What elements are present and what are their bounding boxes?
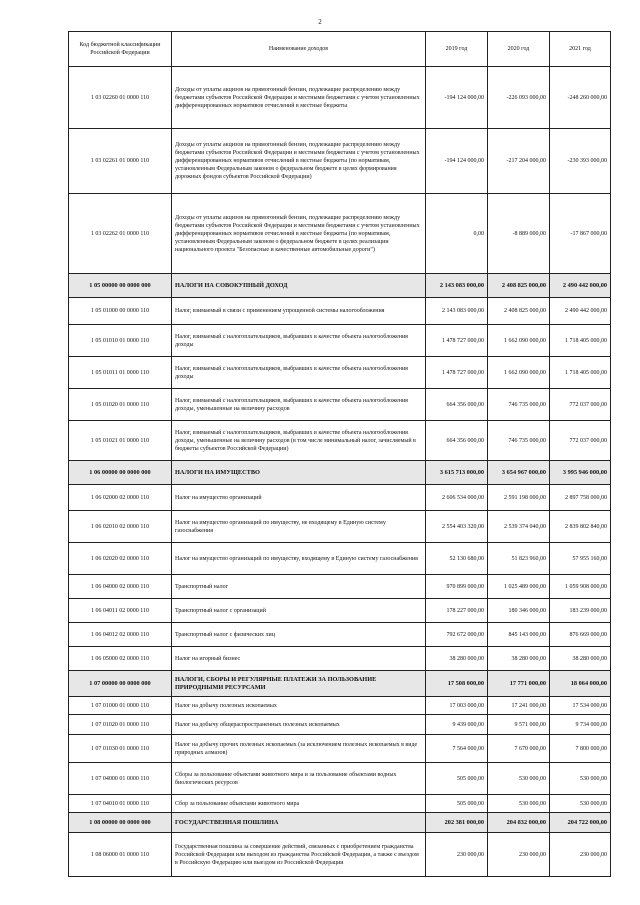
name-cell: Налог на имущество организаций по имуществу, входящему в Единую систему газоснабжения <box>172 543 426 575</box>
table-row <box>69 763 611 795</box>
code-cell: 1 06 04011 02 0000 110 <box>69 599 172 623</box>
value-2019-cell: 2 554 403 320,00 <box>426 511 488 543</box>
table-row <box>69 647 611 671</box>
code-cell: 1 05 01021 01 0000 110 <box>69 421 172 461</box>
value-2020-cell: 180 346 000,00 <box>488 599 550 623</box>
table-row <box>69 833 611 877</box>
value-2020-cell: 746 735 000,00 <box>488 421 550 461</box>
section-row <box>69 671 611 697</box>
code-cell: 1 08 06000 01 0000 110 <box>69 833 172 877</box>
value-2021-cell: 38 280 000,00 <box>550 647 611 671</box>
value-2019-cell: 230 000,00 <box>426 833 488 877</box>
header-2021: 2021 год <box>550 32 611 67</box>
code-cell: 1 06 04000 02 0000 110 <box>69 575 172 599</box>
value-2021-cell: 230 000,00 <box>550 833 611 877</box>
value-2019-cell: -194 124 000,00 <box>426 129 488 194</box>
table-row <box>69 194 611 274</box>
name-cell: НАЛОГИ НА СОВОКУПНЫЙ ДОХОД <box>172 274 426 298</box>
value-2020-cell: -217 204 000,00 <box>488 129 550 194</box>
name-cell: Налог на имущество организаций <box>172 485 426 511</box>
value-2020-cell: 1 025 489 000,00 <box>488 575 550 599</box>
value-2019-cell: 664 356 000,00 <box>426 421 488 461</box>
value-2020-cell: 17 771 000,00 <box>488 671 550 697</box>
value-2019-cell: 505 000,00 <box>426 763 488 795</box>
value-2021-cell: 1 718 405 000,00 <box>550 357 611 389</box>
table-header-row <box>69 32 611 67</box>
name-cell: Доходы от уплаты акцизов на прямогонный бензин, подлежащие распределению между бюджетами субъектов Российской Федерации и местными бюджетами с учетом установленных дифференцированных нормативов отчислений в местные бюджеты (по нормативам, установленным Федеральным законом о федеральном бюджете в целях реализации национального проекта "Безопасные и качественные автомобильные дороги") <box>172 194 426 274</box>
code-cell: 1 06 05000 02 0000 110 <box>69 647 172 671</box>
section-row <box>69 461 611 485</box>
table-row <box>69 485 611 511</box>
value-2020-cell: 51 823 960,00 <box>488 543 550 575</box>
table-row <box>69 575 611 599</box>
value-2020-cell: 2 591 198 000,00 <box>488 485 550 511</box>
code-cell: 1 03 02260 01 0000 110 <box>69 67 172 129</box>
value-2019-cell: 38 280 000,00 <box>426 647 488 671</box>
value-2021-cell: 2 897 758 000,00 <box>550 485 611 511</box>
value-2021-cell: 1 059 908 000,00 <box>550 575 611 599</box>
value-2021-cell: -17 867 000,00 <box>550 194 611 274</box>
value-2019-cell: 2 143 083 000,00 <box>426 298 488 325</box>
value-2021-cell: 183 239 000,00 <box>550 599 611 623</box>
value-2020-cell: 2 408 825 000,00 <box>488 274 550 298</box>
code-cell: 1 03 02262 01 0000 110 <box>69 194 172 274</box>
code-cell: 1 08 00000 00 0000 000 <box>69 813 172 833</box>
name-cell: Налог на добычу общераспространенных полезных ископаемых <box>172 715 426 735</box>
code-cell: 1 03 02261 01 0000 110 <box>69 129 172 194</box>
value-2020-cell: 7 670 000,00 <box>488 735 550 763</box>
name-cell: Транспортный налог с физических лиц <box>172 623 426 647</box>
code-cell: 1 05 01000 00 0000 110 <box>69 298 172 325</box>
page-number: 2 <box>318 18 322 26</box>
code-cell: 1 07 01000 01 0000 110 <box>69 697 172 715</box>
table-row <box>69 735 611 763</box>
table-row <box>69 357 611 389</box>
value-2019-cell: -194 124 000,00 <box>426 67 488 129</box>
name-cell: Налог, взимаемый с налогоплательщиков, выбравших в качестве объекта налогообложения доходы <box>172 325 426 357</box>
value-2021-cell: -248 260 000,00 <box>550 67 611 129</box>
code-cell: 1 06 04012 02 0000 110 <box>69 623 172 647</box>
value-2019-cell: 2 143 083 000,00 <box>426 274 488 298</box>
header-2019: 2019 год <box>426 32 488 67</box>
code-cell: 1 07 00000 00 0000 000 <box>69 671 172 697</box>
value-2021-cell: 204 722 000,00 <box>550 813 611 833</box>
value-2020-cell: 530 000,00 <box>488 795 550 813</box>
name-cell: Сборы за пользование объектами животного мира и за пользование объектами водных биологических ресурсов <box>172 763 426 795</box>
name-cell: Налог на добычу полезных ископаемых <box>172 697 426 715</box>
name-cell: Налог на добычу прочих полезных ископаемых (за исключением полезных ископаемых в виде природных алмазов) <box>172 735 426 763</box>
value-2019-cell: 664 356 000,00 <box>426 389 488 421</box>
value-2020-cell: 38 280 000,00 <box>488 647 550 671</box>
code-cell: 1 05 01020 01 0000 110 <box>69 389 172 421</box>
header-code: Код бюджетной классификации Российской Федерации <box>69 32 172 67</box>
name-cell: Транспортный налог с организаций <box>172 599 426 623</box>
value-2021-cell: 530 000,00 <box>550 795 611 813</box>
value-2019-cell: 792 672 000,00 <box>426 623 488 647</box>
code-cell: 1 06 02020 02 0000 110 <box>69 543 172 575</box>
code-cell: 1 07 01030 01 0000 110 <box>69 735 172 763</box>
value-2019-cell: 7 564 000,00 <box>426 735 488 763</box>
value-2020-cell: -226 093 000,00 <box>488 67 550 129</box>
value-2021-cell: 1 718 405 000,00 <box>550 325 611 357</box>
value-2019-cell: 17 508 000,00 <box>426 671 488 697</box>
code-cell: 1 05 01011 01 0000 110 <box>69 357 172 389</box>
value-2021-cell: 530 000,00 <box>550 763 611 795</box>
name-cell: Налог, взимаемый с налогоплательщиков, выбравших в качестве объекта налогообложения доходы, уменьшенные на величину расходов <box>172 389 426 421</box>
section-row <box>69 274 611 298</box>
value-2021-cell: 17 534 000,00 <box>550 697 611 715</box>
table-row <box>69 697 611 715</box>
value-2019-cell: 202 381 000,00 <box>426 813 488 833</box>
value-2020-cell: 230 000,00 <box>488 833 550 877</box>
code-cell: 1 06 02010 02 0000 110 <box>69 511 172 543</box>
value-2020-cell: 1 662 090 000,00 <box>488 325 550 357</box>
table-row <box>69 67 611 129</box>
table-row <box>69 298 611 325</box>
value-2019-cell: 178 227 000,00 <box>426 599 488 623</box>
name-cell: Государственная пошлина за совершение действий, связанных с приобретением гражданства Российской Федерации или выходом из гражданства Российской Федерации, а также с въездом в Российскую Федерацию или выездом из Российской Федерации <box>172 833 426 877</box>
value-2021-cell: 2 839 802 840,00 <box>550 511 611 543</box>
value-2019-cell: 1 478 727 000,00 <box>426 357 488 389</box>
value-2019-cell: 3 615 713 000,00 <box>426 461 488 485</box>
table-row <box>69 129 611 194</box>
value-2020-cell: 530 000,00 <box>488 763 550 795</box>
value-2019-cell: 17 003 000,00 <box>426 697 488 715</box>
table-row <box>69 325 611 357</box>
name-cell: Транспортный налог <box>172 575 426 599</box>
table-row <box>69 421 611 461</box>
table-row <box>69 543 611 575</box>
value-2021-cell: 772 037 000,00 <box>550 421 611 461</box>
code-cell: 1 07 04010 01 0000 110 <box>69 795 172 813</box>
value-2020-cell: -8 889 000,00 <box>488 194 550 274</box>
header-name: Наименование доходов <box>172 32 426 67</box>
code-cell: 1 06 00000 00 0000 000 <box>69 461 172 485</box>
code-cell: 1 07 01020 01 0000 110 <box>69 715 172 735</box>
revenue-table <box>68 31 611 877</box>
value-2021-cell: 57 955 160,00 <box>550 543 611 575</box>
value-2021-cell: 2 490 442 000,00 <box>550 298 611 325</box>
value-2020-cell: 2 539 374 040,00 <box>488 511 550 543</box>
table-row <box>69 795 611 813</box>
section-row <box>69 813 611 833</box>
name-cell: Доходы от уплаты акцизов на прямогонный бензин, подлежащие распределению между бюджетами субъектов Российской Федерации и местными бюджетами с учетом установленных дифференцированных нормативов отчислений в местные бюджеты <box>172 67 426 129</box>
value-2020-cell: 17 241 000,00 <box>488 697 550 715</box>
table-row <box>69 599 611 623</box>
code-cell: 1 06 02000 02 0000 110 <box>69 485 172 511</box>
value-2020-cell: 845 143 000,00 <box>488 623 550 647</box>
name-cell: Доходы от уплаты акцизов на прямогонный бензин, подлежащие распределению между бюджетами субъектов Российской Федерации и местными бюджетами с учетом установленных дифференцированных нормативов отчислений в местные бюджеты (по нормативам, установленным Федеральным законом о федеральном бюджете в целях формирования дорожных фондов субъектов Российской Федерации) <box>172 129 426 194</box>
value-2021-cell: -230 393 000,00 <box>550 129 611 194</box>
value-2020-cell: 204 832 000,00 <box>488 813 550 833</box>
value-2019-cell: 52 130 680,00 <box>426 543 488 575</box>
value-2021-cell: 876 669 000,00 <box>550 623 611 647</box>
name-cell: НАЛОГИ, СБОРЫ И РЕГУЛЯРНЫЕ ПЛАТЕЖИ ЗА ПОЛЬЗОВАНИЕ ПРИРОДНЫМИ РЕСУРСАМИ <box>172 671 426 697</box>
header-2020: 2020 год <box>488 32 550 67</box>
code-cell: 1 05 00000 00 0000 000 <box>69 274 172 298</box>
name-cell: Налог, взимаемый в связи с применением упрощенной системы налогообложения <box>172 298 426 325</box>
value-2020-cell: 1 662 090 000,00 <box>488 357 550 389</box>
value-2020-cell: 3 654 967 000,00 <box>488 461 550 485</box>
value-2021-cell: 7 800 000,00 <box>550 735 611 763</box>
code-cell: 1 05 01010 01 0000 110 <box>69 325 172 357</box>
name-cell: Налог, взимаемый с налогоплательщиков, выбравших в качестве объекта налогообложения доходы, уменьшенные на величину расходов (в том числе минимальный налог, зачисляемый в бюджеты субъектов Российской Федерации) <box>172 421 426 461</box>
value-2020-cell: 2 408 825 000,00 <box>488 298 550 325</box>
value-2021-cell: 9 734 000,00 <box>550 715 611 735</box>
value-2019-cell: 970 899 000,00 <box>426 575 488 599</box>
name-cell: Налог на имущество организаций по имуществу, не входящему в Единую систему газоснабжения <box>172 511 426 543</box>
value-2019-cell: 9 439 000,00 <box>426 715 488 735</box>
value-2019-cell: 505 000,00 <box>426 795 488 813</box>
table-row <box>69 511 611 543</box>
name-cell: Налог на игорный бизнес <box>172 647 426 671</box>
value-2019-cell: 1 478 727 000,00 <box>426 325 488 357</box>
value-2020-cell: 9 571 000,00 <box>488 715 550 735</box>
name-cell: Налог, взимаемый с налогоплательщиков, выбравших в качестве объекта налогообложения доходы <box>172 357 426 389</box>
value-2019-cell: 2 606 534 000,00 <box>426 485 488 511</box>
value-2021-cell: 2 490 442 000,00 <box>550 274 611 298</box>
name-cell: Сбор за пользование объектами животного мира <box>172 795 426 813</box>
value-2020-cell: 746 735 000,00 <box>488 389 550 421</box>
name-cell: ГОСУДАРСТВЕННАЯ ПОШЛИНА <box>172 813 426 833</box>
name-cell: НАЛОГИ НА ИМУЩЕСТВО <box>172 461 426 485</box>
table-row <box>69 389 611 421</box>
value-2021-cell: 772 037 000,00 <box>550 389 611 421</box>
value-2021-cell: 18 064 000,00 <box>550 671 611 697</box>
value-2021-cell: 3 995 946 000,00 <box>550 461 611 485</box>
value-2019-cell: 0,00 <box>426 194 488 274</box>
table-row <box>69 715 611 735</box>
code-cell: 1 07 04000 01 0000 110 <box>69 763 172 795</box>
table-row <box>69 623 611 647</box>
